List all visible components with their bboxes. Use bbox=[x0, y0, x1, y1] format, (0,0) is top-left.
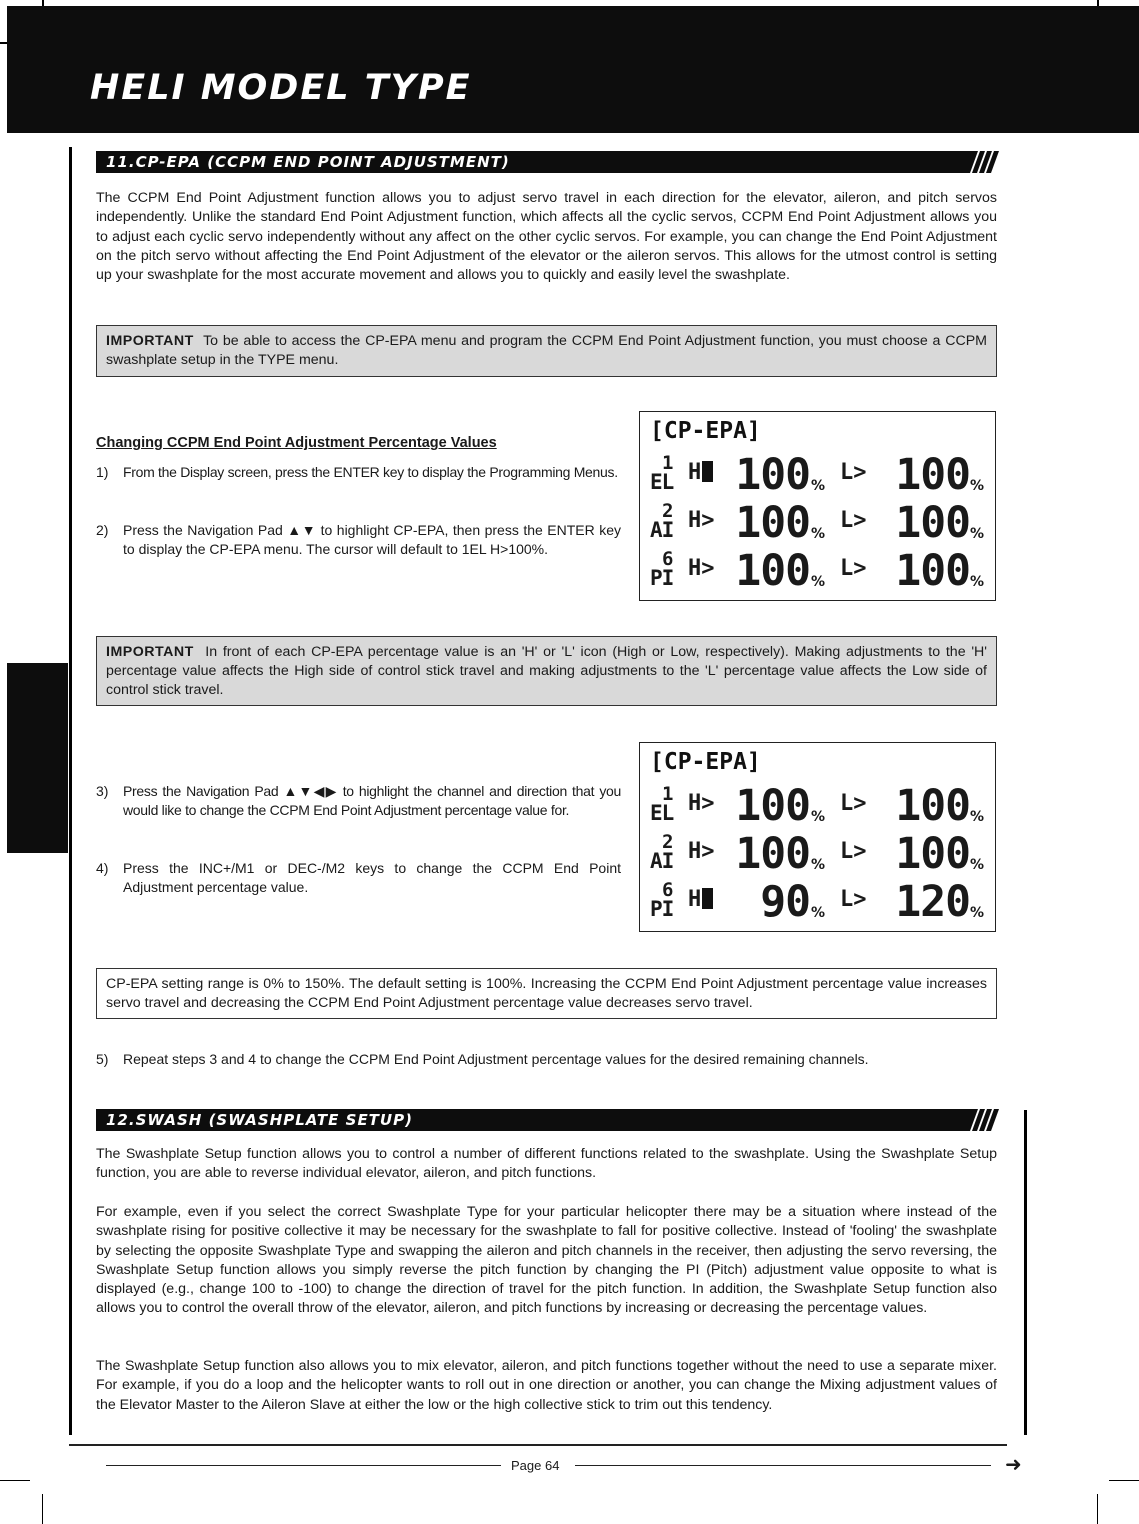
important-text: To be able to access the CP-EPA menu and program the CCPM End Point Adjustment function, you must choose a CCPM swashplate setup in the TYPE menu. bbox=[106, 333, 987, 368]
low-value: 100 bbox=[895, 546, 970, 596]
step-4 bbox=[96, 859, 621, 898]
crop-mark bbox=[1109, 1480, 1139, 1481]
section-12-paragraph-3: The Swashplate Setup function also allows you to mix elevator, aileron, and pitch functions together without the need to use a separate mixer. For example, if you do a loop and the helicopter wants to roll out in one direction or another, you can change the Mixing adjustment values of the Elevator Master to the Aileron Slave at either the low or the high collective stick to trim out this tendency. bbox=[96, 1358, 997, 1413]
next-page-arrow-icon: ➜ bbox=[1005, 1452, 1022, 1476]
crop-mark bbox=[42, 1494, 43, 1524]
important-label: IMPORTANT bbox=[106, 644, 194, 660]
footer-rule-top bbox=[69, 1444, 1007, 1446]
step-1 bbox=[96, 463, 621, 482]
high-value: 90 bbox=[760, 877, 810, 927]
step-number: 3) bbox=[96, 783, 109, 799]
channel-number: 1 bbox=[662, 783, 674, 805]
percent-sign: % bbox=[811, 478, 826, 494]
slashes-decoration bbox=[925, 151, 1000, 173]
lcd-screen-2 bbox=[639, 742, 996, 932]
high-value: 100 bbox=[735, 498, 810, 548]
cursor-block bbox=[702, 461, 713, 482]
high-indicator: H> bbox=[688, 839, 715, 864]
step-number: 4) bbox=[96, 860, 109, 876]
high-indicator: H> bbox=[688, 556, 715, 581]
range-note: CP-EPA setting range is 0% to 150%. The default setting is 100%. Increasing the CCPM End Point Adjustment percentage value increases servo travel and decreasing the CCPM End Point Adjustment percentage value decreases servo travel. bbox=[96, 968, 997, 1019]
lcd-row-pitch bbox=[648, 877, 993, 933]
important-note-1 bbox=[96, 325, 997, 377]
percent-sign: % bbox=[970, 809, 985, 825]
low-indicator: L> bbox=[840, 839, 867, 864]
channel-label: AI bbox=[650, 518, 674, 542]
left-rule bbox=[69, 147, 72, 1435]
lcd-row-pitch bbox=[648, 546, 993, 602]
channel-number: 2 bbox=[662, 500, 674, 522]
channel-number: 2 bbox=[662, 831, 674, 853]
percent-sign: % bbox=[811, 809, 826, 825]
subheading: Changing CCPM End Point Adjustment Percentage Values bbox=[96, 435, 497, 451]
step-text: Press the Navigation Pad ▲▼◀▶ to highlight the channel and direction that you would like to change the CCPM End Point Adjustment percentage value for. bbox=[123, 783, 621, 819]
low-indicator: L> bbox=[840, 460, 867, 485]
low-value: 120 bbox=[895, 877, 970, 927]
channel-label: EL bbox=[650, 801, 674, 825]
low-value: 100 bbox=[895, 498, 970, 548]
percent-sign: % bbox=[970, 478, 985, 494]
channel-label: PI bbox=[650, 566, 674, 590]
channel-label: PI bbox=[650, 897, 674, 921]
lcd-screen-1 bbox=[639, 411, 996, 601]
section-11-title: 11.CP-EPA (CCPM END POINT ADJUSTMENT) bbox=[96, 151, 925, 173]
high-indicator: H bbox=[688, 887, 713, 912]
right-rule bbox=[1024, 1110, 1027, 1435]
lcd-title: [CP-EPA] bbox=[650, 749, 761, 775]
page-number: Page 64 bbox=[511, 1458, 560, 1473]
percent-sign: % bbox=[970, 526, 985, 542]
high-value: 100 bbox=[735, 829, 810, 879]
footer-rule-left bbox=[106, 1465, 501, 1466]
percent-sign: % bbox=[811, 905, 826, 921]
high-indicator: H> bbox=[688, 791, 715, 816]
low-value: 100 bbox=[895, 781, 970, 831]
section-12-title: 12.SWASH (SWASHPLATE SETUP) bbox=[96, 1109, 925, 1131]
percent-sign: % bbox=[811, 526, 826, 542]
high-indicator: H> bbox=[688, 508, 715, 533]
step-text: Press the INC+/M1 or DEC-/M2 keys to change the CCPM End Point Adjustment percentage value. bbox=[123, 860, 621, 896]
step-text: Repeat steps 3 and 4 to change the CCPM End Point Adjustment percentage values for the desired remaining channels. bbox=[123, 1051, 869, 1067]
channel-label: AI bbox=[650, 849, 674, 873]
percent-sign: % bbox=[811, 574, 826, 590]
step-3 bbox=[96, 782, 621, 821]
side-tab bbox=[7, 663, 68, 853]
low-indicator: L> bbox=[840, 887, 867, 912]
step-text: From the Display screen, press the ENTER key to display the Programming Menus. bbox=[123, 464, 618, 480]
percent-sign: % bbox=[970, 905, 985, 921]
low-indicator: L> bbox=[840, 556, 867, 581]
page-title: HELI MODEL TYPE bbox=[90, 68, 472, 108]
crop-mark bbox=[0, 1480, 30, 1481]
section-12-paragraph-2: For example, even if you select the correct Swashplate Type for your particular helicopter there may be a situation where instead of the swashplate rising for positive collective it may be necessary for the swashplate to fall for positive collective. Instead of 'fooling' the swashplate by selecting the opposite Swashplate Type and swapping the aileron and pitch channels in the receiver, then adjusting the servo reversing, the Swashplate Setup function allows you simply reverse the pitch function by changing the PI (Pitch) adjustment value opposite to what is displayed (e.g., change 100 to -100) to change the direction of travel for the pitch function. In addition, the Swashplate Setup function also allows you to control the overall throw of the elevator, aileron, and pitch functions by increasing or decreasing the percentage values. bbox=[96, 1204, 997, 1317]
percent-sign: % bbox=[970, 574, 985, 590]
percent-sign: % bbox=[811, 857, 826, 873]
slashes-decoration bbox=[925, 1109, 1000, 1131]
cursor-block bbox=[702, 888, 713, 909]
low-value: 100 bbox=[895, 450, 970, 500]
step-number: 1) bbox=[96, 464, 109, 480]
step-number: 5) bbox=[96, 1051, 109, 1067]
high-value: 100 bbox=[735, 781, 810, 831]
section-11-intro: The CCPM End Point Adjustment function allows you to adjust servo travel in each direction for the elevator, aileron, and pitch servos independently. Unlike the standard End Point Adjustment function, which affects all the cyclic servos, CCPM End Point Adjustment allows you to adjust each cyclic servo independently without any affect on the other cyclic servos. For example, you can change the End Point Adjustment on the pitch servo without affecting the End Point Adjustment of the elevator or the aileron servos. This allows for the utmost control is setting up your swashplate for the most accurate movement and allows you to quickly and easily level the swashplate. bbox=[96, 190, 997, 284]
important-label: IMPORTANT bbox=[106, 333, 194, 349]
high-indicator: H bbox=[688, 460, 713, 485]
lcd-title: [CP-EPA] bbox=[650, 418, 761, 444]
percent-sign: % bbox=[970, 857, 985, 873]
high-value: 100 bbox=[735, 450, 810, 500]
important-text: In front of each CP-EPA percentage value is an 'H' or 'L' icon (High or Low, respectively). Making adjustments to the 'H' percentage value affects the High side of control stick travel and making adjustments to the 'L' percentage value affects the Low side of control stick travel. bbox=[106, 644, 987, 698]
step-2 bbox=[96, 521, 621, 560]
page-header bbox=[7, 6, 1139, 133]
crop-mark bbox=[1097, 1494, 1098, 1524]
step-number: 2) bbox=[96, 522, 109, 538]
high-value: 100 bbox=[735, 546, 810, 596]
low-value: 100 bbox=[895, 829, 970, 879]
low-indicator: L> bbox=[840, 791, 867, 816]
channel-number: 6 bbox=[662, 879, 674, 901]
channel-number: 1 bbox=[662, 452, 674, 474]
channel-number: 6 bbox=[662, 548, 674, 570]
footer-rule-right bbox=[575, 1465, 991, 1466]
low-indicator: L> bbox=[840, 508, 867, 533]
step-5 bbox=[96, 1050, 997, 1069]
step-text: Press the Navigation Pad ▲▼ to highlight CP-EPA, then press the ENTER key to display the CP-EPA menu. The cursor will default to 1EL H>100%. bbox=[123, 522, 621, 558]
section-12-paragraph-1: The Swashplate Setup function allows you to control a number of different functions related to the swashplate. Using the Swashplate Setup function, you are able to reverse individual elevator, aileron, and pitch functions. bbox=[96, 1146, 997, 1182]
important-note-2 bbox=[96, 636, 997, 706]
channel-label: EL bbox=[650, 470, 674, 494]
